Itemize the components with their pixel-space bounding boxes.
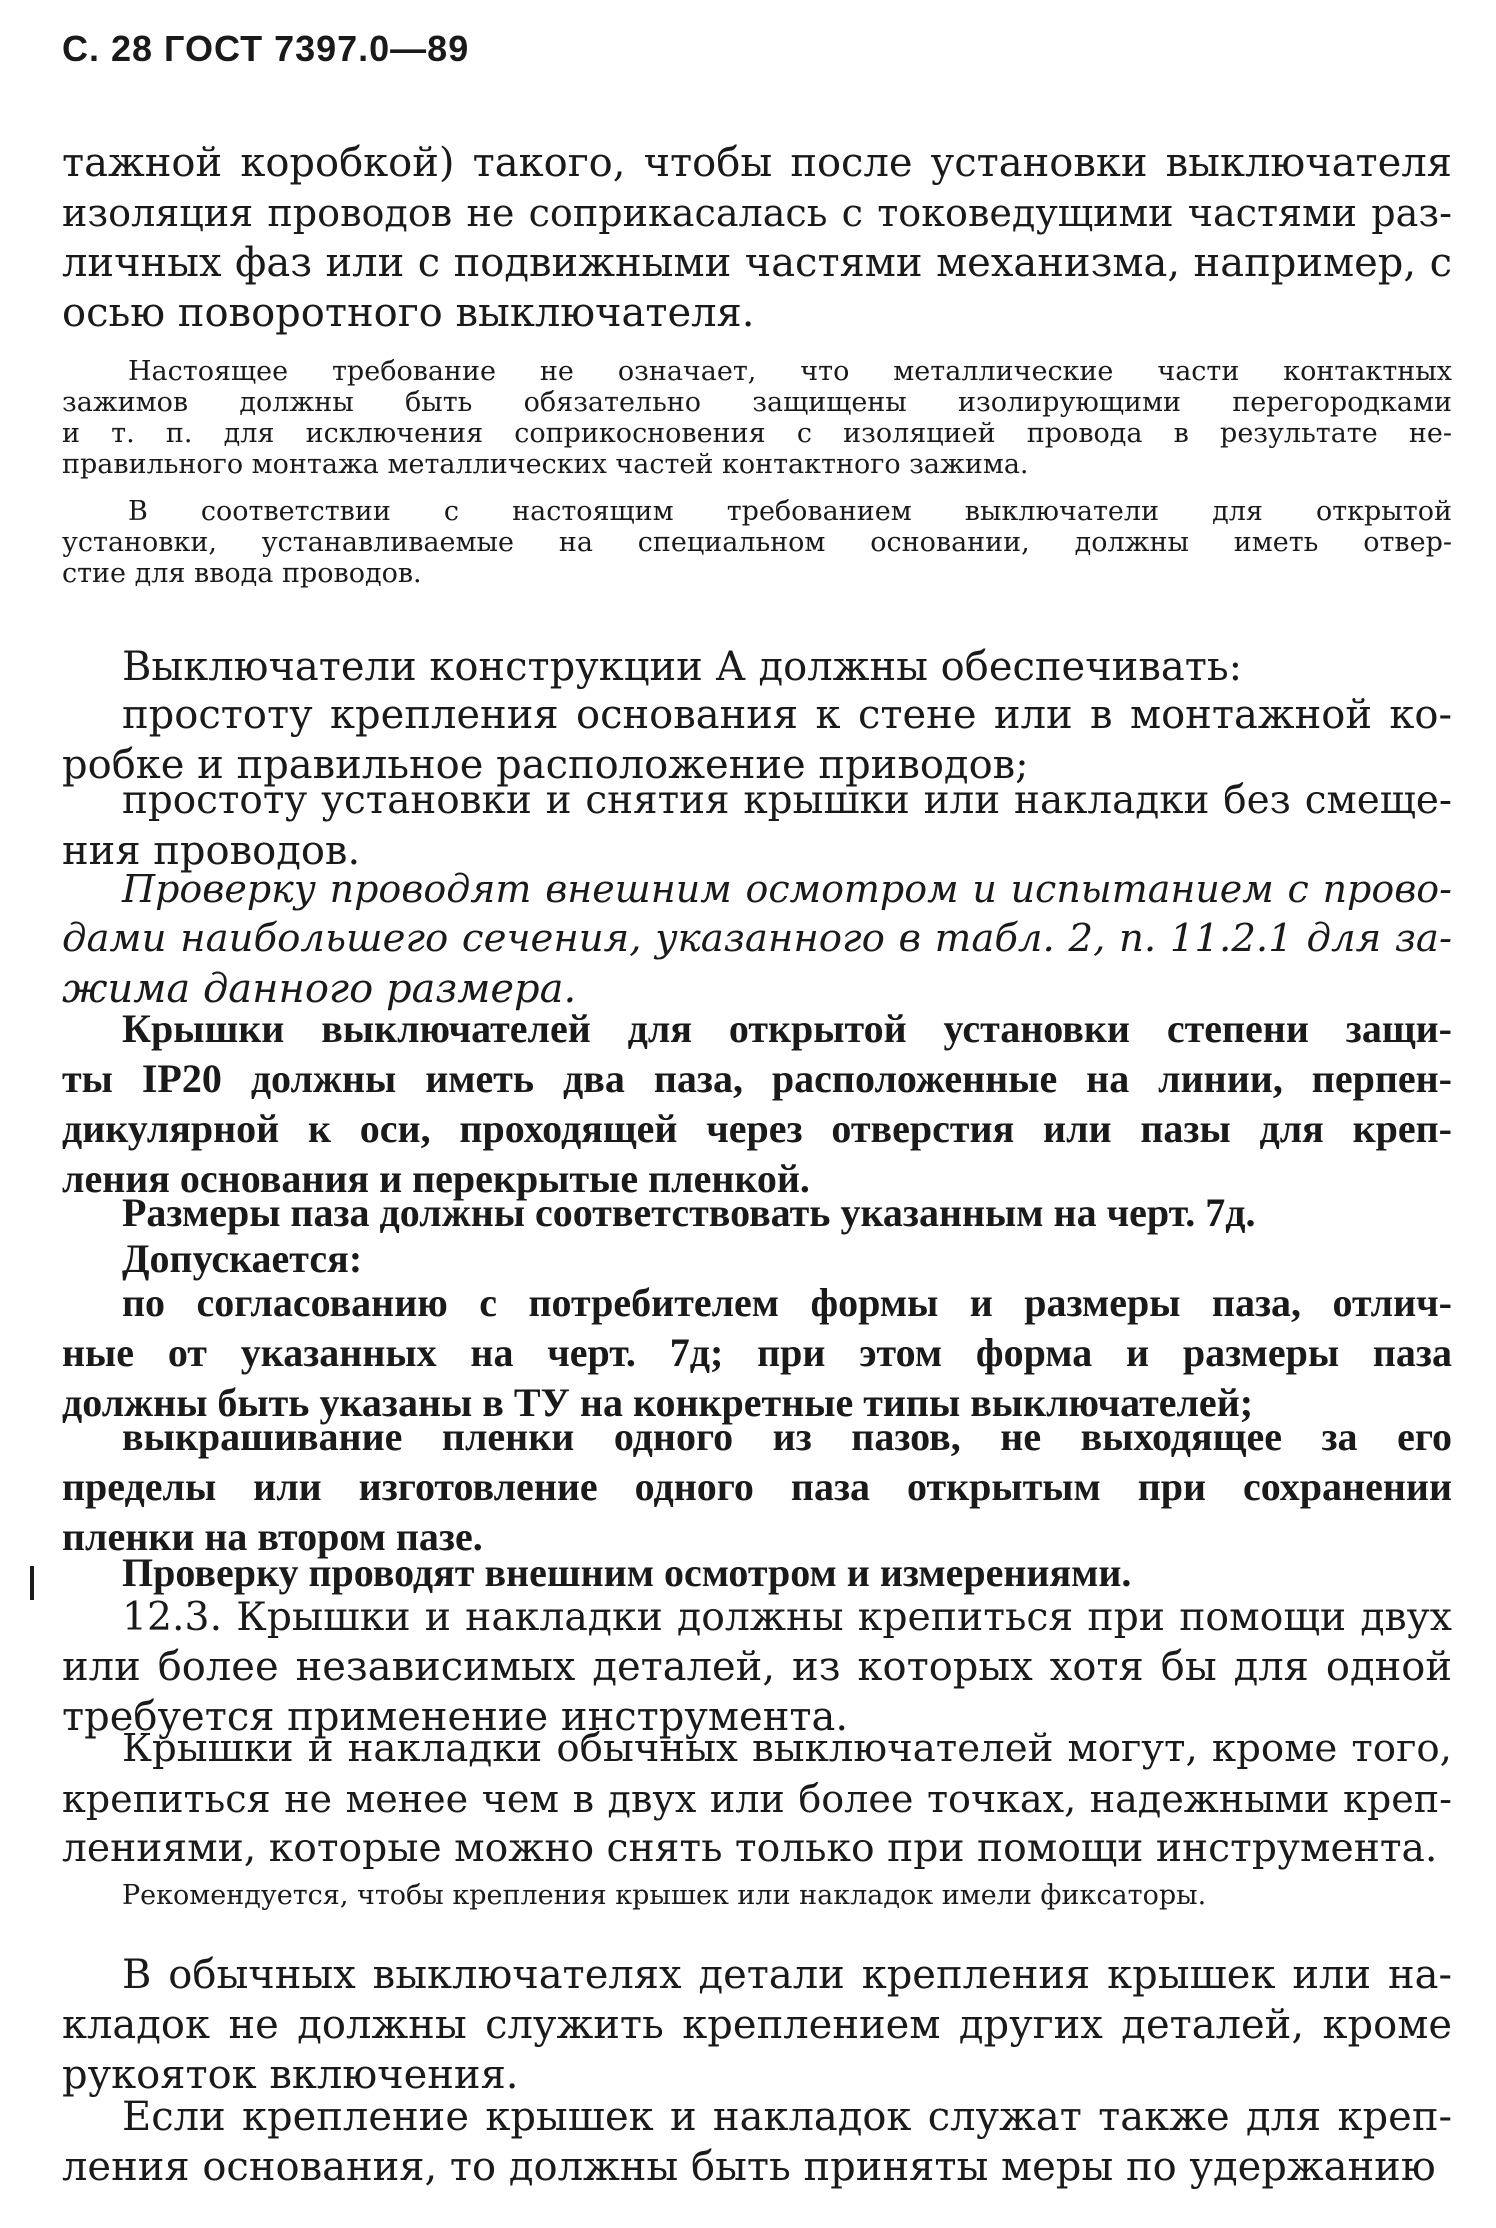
text-line: должны быть указаны в ТУ на конкретные типы выключателей; (62, 1380, 1254, 1425)
text-line: зажимов должны быть обязательно защищены изолирующими перегородками (62, 387, 1452, 418)
text-line: жима данного размера. (62, 966, 577, 1012)
text-line: робке и правильное расположение приводов; (62, 742, 1029, 788)
text-line: В обычных выключателях детали крепления крышек или на- (122, 1952, 1452, 1998)
paragraph (62, 1234, 1452, 1284)
text-line: лениями, которые можно снять только при помощи инструмента. (62, 1826, 1438, 1871)
paragraph (62, 642, 1452, 692)
text-line: крепиться не менее чем в двух или более точках, надежными креп- (62, 1777, 1452, 1821)
text-line: ные от указанных на черт. 7д; при этом форма и размеры паза (62, 1330, 1452, 1375)
text-line: кладок не должны служить креплением других деталей, кроме (62, 2002, 1452, 2048)
text-line: Размеры паза должны соответствовать указанным на черт. 7д. (122, 1190, 1256, 1235)
paragraph (62, 2092, 1452, 2192)
text-line: выкрашивание пленки одного из пазов, не выходящее за его (122, 1414, 1452, 1459)
text-line: Рекомендуется, чтобы крепления крышек или накладок имели фиксаторы. (122, 1880, 1207, 1911)
paragraph (62, 690, 1452, 790)
paragraph (62, 1188, 1452, 1238)
paragraph (62, 496, 1452, 589)
paragraph (62, 1548, 1452, 1598)
text-line: Выключатели конструкции А должны обеспечивать: (122, 644, 1243, 690)
text-line: В соответствии с настоящим требованием выключатели для открытой (128, 496, 1452, 527)
text-line: ления основания и перекрытые пленкой. (62, 1156, 810, 1201)
text-line: Проверку проводят внешним осмотром и испытанием с прово- (122, 867, 1452, 911)
paragraph (62, 356, 1452, 480)
text-line: и т. п. для исключения соприкосновения с изоляцией провода в результате не- (62, 418, 1452, 449)
text-line: Если крепление крышек и накладок служат также для креп- (122, 2094, 1452, 2140)
paragraph (62, 138, 1452, 338)
text-line: тажной коробкой) такого, чтобы после установки выключателя (62, 140, 1452, 186)
text-line: установки, устанавливаемые на специальном основании, должны иметь отвер- (62, 527, 1452, 558)
text-line: или более независимых деталей, из которых хотя бы для одной (62, 1644, 1452, 1690)
text-line: ния проводов. (62, 828, 361, 874)
paragraph (62, 776, 1452, 876)
text-line: правильного монтажа металлических частей контактного зажима. (62, 449, 1029, 480)
paragraph (62, 1412, 1452, 1562)
revision-margin-mark (30, 1566, 34, 1600)
text-line: осью поворотного выключателя. (62, 290, 755, 336)
text-line: рукояток включения. (62, 2052, 519, 2098)
text-line: Допускается: (122, 1236, 363, 1281)
text-line: Проверку проводят внешним осмотром и измерениями. (122, 1550, 1132, 1595)
text-line: простоту крепления основания к стене или в монтажной ко- (122, 692, 1452, 738)
text-line: требуется применение инструмента. (62, 1694, 849, 1740)
paragraph (62, 1004, 1452, 1204)
paragraph (62, 1880, 1452, 1911)
paragraph (62, 1950, 1452, 2100)
text-line: 12.3. Крышки и накладки должны крепиться при помощи двух (122, 1594, 1452, 1640)
text-line: Крышки и накладки обычных выключателей могут, кроме того, (122, 1726, 1452, 1771)
text-line: ты IP20 должны иметь два паза, расположенные на линии, перпен- (62, 1056, 1452, 1101)
text-line: стие для ввода проводов. (62, 558, 422, 589)
paragraph (62, 864, 1452, 1014)
text-line: простоту установки и снятия крышки или накладки без смеще- (122, 778, 1452, 823)
text-line: пленки на втором пазе. (62, 1514, 483, 1559)
text-line: Крышки выключателей для открытой установки степени защи- (122, 1006, 1452, 1051)
text-line: ления основания, то должны быть приняты меры по удержанию (62, 2144, 1436, 2190)
text-line: изоляция проводов не соприкасалась с токоведущими частями раз- (62, 191, 1452, 235)
page-header: С. 28 ГОСТ 7397.0—89 (62, 28, 470, 69)
paragraph (62, 1278, 1452, 1428)
text-line: Настоящее требование не означает, что металлические части контактных (128, 356, 1452, 387)
paragraph (62, 1724, 1452, 1874)
text-line: дами наибольшего сечения, указанного в табл. 2, п. 11.2.1 для за- (62, 916, 1452, 961)
text-line: дикулярной к оси, проходящей через отверстия или пазы для креп- (62, 1106, 1452, 1151)
text-line: личных фаз или с подвижными частями механизма, например, с (62, 240, 1452, 286)
paragraph (62, 1592, 1452, 1742)
text-line: по согласованию с потребителем формы и размеры паза, отлич- (122, 1280, 1452, 1325)
text-line: пределы или изготовление одного паза открытым при сохранении (62, 1464, 1452, 1509)
